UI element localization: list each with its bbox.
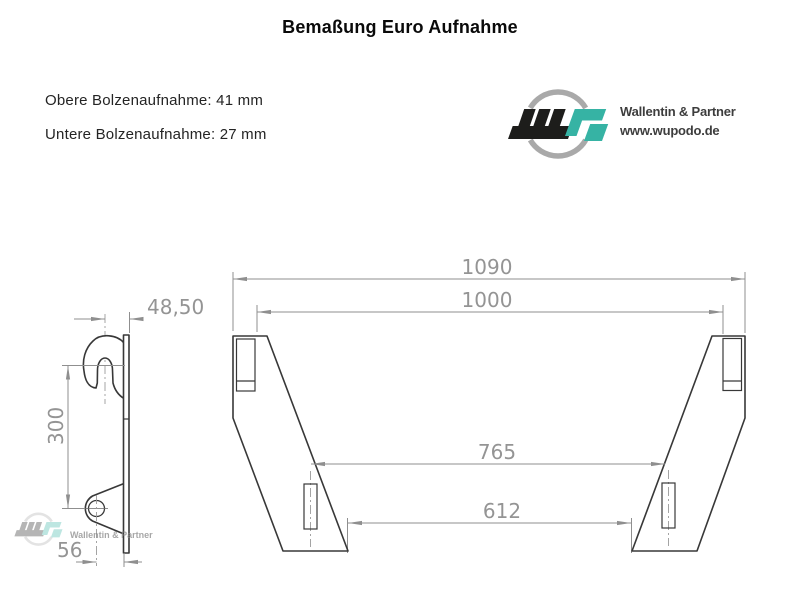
back-plate: [124, 335, 130, 553]
dimension-765: [311, 440, 665, 464]
euro-hook-profile: [83, 336, 124, 399]
dimension-300: [44, 366, 125, 509]
right-cone: [632, 336, 745, 551]
left-cone: [233, 336, 348, 551]
spec-obere-bolzenaufnahme: Obere Bolzenaufnahme: 41 mm: [45, 92, 264, 109]
logo-website: www.wupodo.de: [620, 123, 720, 138]
watermark-logo-icon: [14, 514, 62, 545]
watermark: [14, 514, 153, 545]
dimension-765-label: 765: [477, 440, 517, 464]
page-title: Bemaßung Euro Aufnahme: [282, 17, 518, 37]
dimension-1000: [257, 288, 723, 312]
spec-untere-bolzenaufnahme: Untere Bolzenaufnahme: 27 mm: [45, 126, 267, 143]
side-view: [44, 295, 204, 567]
dimension-48-50-label: 48,50: [147, 295, 205, 319]
dimension-1000-label: 1000: [461, 288, 513, 312]
dimension-56-label: 56: [57, 538, 83, 562]
watermark-company: Wallentin & Partner: [70, 530, 153, 540]
dimension-612: [348, 499, 631, 523]
dimension-612-label: 612: [482, 499, 522, 523]
dimension-300-label: 300: [44, 406, 68, 445]
logo-company-name: Wallentin & Partner: [620, 104, 736, 119]
logo-icon: [508, 92, 608, 156]
front-view: [233, 255, 745, 553]
dimension-48-50: [74, 295, 204, 333]
dimension-1090-label: 1090: [461, 255, 513, 279]
dimension-1090: [233, 255, 745, 279]
